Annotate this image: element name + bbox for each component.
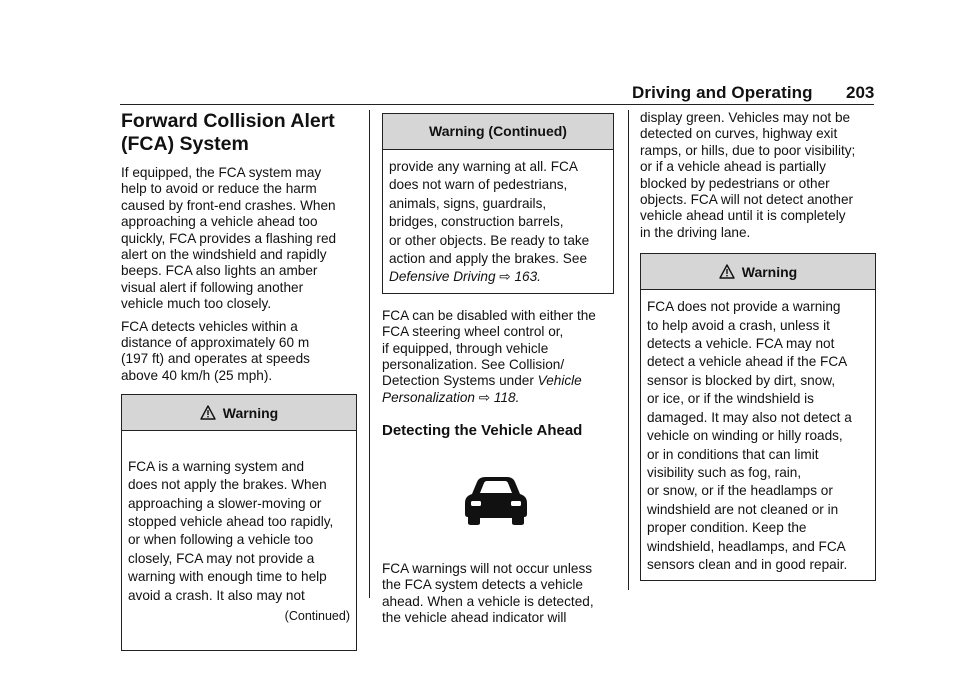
continued-label: (Continued) (284, 608, 350, 623)
paragraph: FCA detects vehicles within a distance of approximately 60 m (197 ft) and operates at speeds above 40 km/h (25 mph). (121, 318, 310, 383)
cross-reference[interactable]: Defensive Driving (389, 269, 496, 285)
warning-header (383, 114, 613, 150)
paragraph (382, 308, 614, 406)
paragraph: If equipped, the FCA system may help to avoid or reduce the harm caused by front-end crashes. When approaching a vehicle ahead too quickly, FCA provides a flashing red alert on the windshield and rapidly beeps. FCA also lights an amber visual alert if following another vehicle much too closely. (121, 165, 337, 312)
column-divider-2 (628, 110, 629, 590)
warning-title: Warning (222, 404, 279, 421)
warning-header (122, 395, 356, 431)
vehicle-ahead-indicator (382, 476, 614, 530)
warning-header (641, 254, 875, 290)
subsection-title: Detecting the Vehicle Ahead (382, 422, 583, 440)
warning-body-text: provide any warning at all. FCA does not warn of pedestrians, animals, signs, guardrails, bridges, construction barrels, or other objects. Be ready to take action and apply the brakes. See (389, 159, 590, 267)
warning-title: Warning (Continued) (429, 123, 567, 140)
warning-box (121, 394, 357, 650)
column-1 (121, 110, 357, 659)
warning-box (640, 253, 876, 581)
paragraph-text: FCA can be disabled with either the FCA steering wheel control or, if equipped, through vehicle personalization. See Collision/ Detection Systems under (382, 307, 596, 389)
section-title: Forward Collision Alert (FCA) System (121, 110, 335, 155)
running-header-title: Driving and Operating (632, 83, 813, 102)
vehicle-ahead-icon (463, 476, 529, 530)
warning-text (122, 431, 356, 649)
header-divider (120, 104, 874, 105)
warning-text (383, 150, 613, 293)
column-3 (640, 110, 876, 589)
warning-body-text: FCA is a warning system and does not apply the brakes. When approaching a slower-moving or stopped vehicle ahead too rapidly, or when following a vehicle too closely, FCA may not provide a warning with enough time to help avoid a crash. It also may not (128, 458, 334, 603)
page-reference: ⇨ 163. (495, 269, 541, 285)
paragraph: FCA warnings will not occur unless the FCA system detects a vehicle ahead. When a vehicle is detected, the vehicle ahead indicator will (382, 560, 594, 625)
page-number: 203 (846, 83, 875, 102)
paragraph: display green. Vehicles may not be detected on curves, highway exit ramps, or hills, due to poor visibility; or if a vehicle ahead is partially blocked by pedestrians or other objects. FCA will not detect another vehicle ahead until it is completely in the driving lane. (640, 110, 856, 240)
page-reference: ⇨ 118. (474, 389, 520, 405)
column-divider-1 (369, 110, 370, 598)
warning-title: Warning (741, 263, 798, 280)
warning-triangle-icon (200, 405, 216, 420)
warning-triangle-icon (719, 264, 735, 279)
warning-box-continued (382, 113, 614, 294)
column-2 (382, 110, 614, 632)
cross-reference[interactable]: Vehicle Personalization (382, 373, 582, 405)
warning-text: FCA does not provide a warning to help avoid a crash, unless it detects a vehicle. FCA may not detect a vehicle ahead if the FCA sensor is blocked by dirt, snow, or ice, or if the windshield is damaged. It may also not detect a vehicle on winding or hilly roads, or in conditions that can limit visibility such as fog, rain, or snow, or if the headlamps or windshield are not cleaned or in proper condition. Keep the windshield, headlamps, and FCA sensors clean and in good repair. (647, 299, 852, 572)
